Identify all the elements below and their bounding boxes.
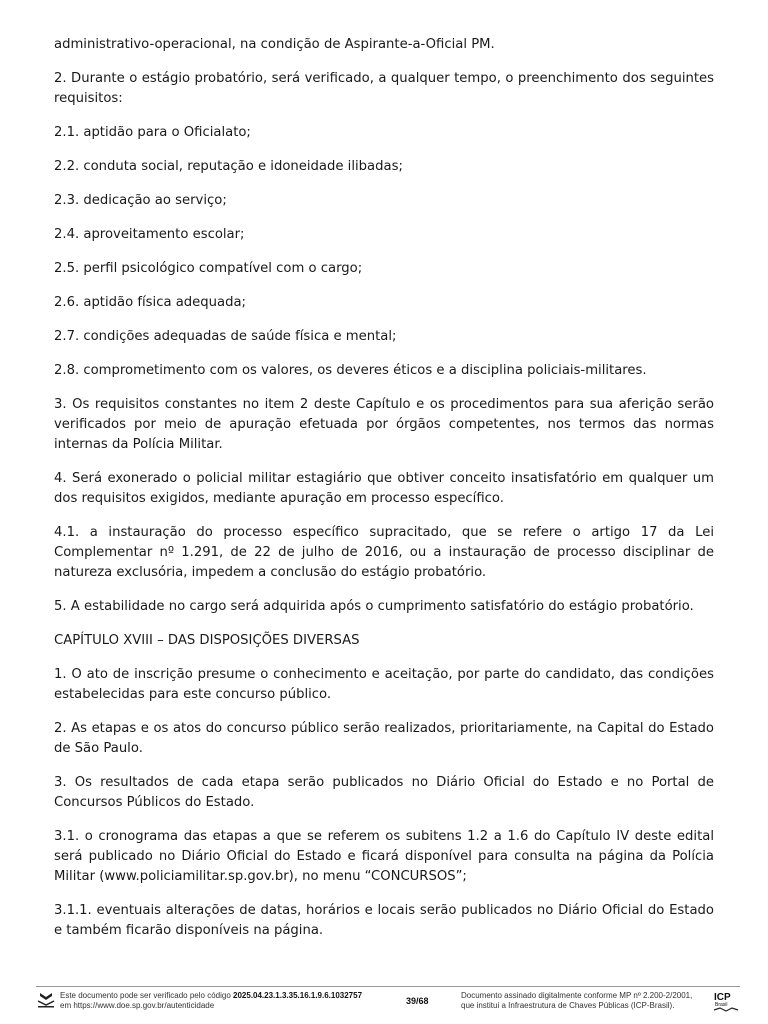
page-number: 39/68 <box>406 996 429 1006</box>
verify-url[interactable]: em https://www.doe.sp.gov.br/autenticidade <box>60 1001 215 1010</box>
paragraph: 2.2. conduta social, reputação e idoneidade ilibadas; <box>54 159 403 174</box>
paragraph: 3.1.1. eventuais alterações de datas, horários e locais serão publicados no Diário Oficial do Estado e também ficarão disponíveis na página. <box>54 903 714 938</box>
paragraph: 3. Os requisitos constantes no item 2 deste Capítulo e os procedimentos para sua aferição serão verificados por meio de apuração efetuada por órgãos competentes, nos termos das normas internas da Polícia Militar. <box>54 397 714 452</box>
paragraph: 3.1. o cronograma das etapas a que se referem os subitens 1.2 a 1.6 do Capítulo IV deste edital será publicado no Diário Oficial do Estado e ficará disponível para consulta na página da Polícia Militar (www.policiamilitar.sp.gov.br), no menu “CONCURSOS”; <box>54 829 714 884</box>
verify-code: 2025.04.23.1.3.35.16.1.9.6.1032757 <box>233 991 363 1000</box>
paragraph: 2.7. condições adequadas de saúde física e mental; <box>54 329 397 344</box>
icp-brasil-logo-icon <box>712 989 740 1015</box>
signed-line-1: Documento assinado digitalmente conforme MP nº 2.200-2/2001, <box>461 991 693 1000</box>
paragraph: 2.5. perfil psicológico compatível com o cargo; <box>54 261 363 276</box>
paragraph: 4.1. a instauração do processo específico supracitado, que se refere o artigo 17 da Lei Complementar nº 1.291, de 22 de julho de 2016, ou a instauração de processo disciplinar de natureza exclusória, impedem a conclusão do estágio probatório. <box>54 525 714 580</box>
paragraph: administrativo-operacional, na condição de Aspirante-a-Oficial PM. <box>54 37 495 52</box>
paragraph: 2.8. comprometimento com os valores, os deveres éticos e a disciplina policiais-militares. <box>54 363 647 378</box>
verification-note <box>60 991 400 1011</box>
paragraph: 4. Será exonerado o policial militar estagiário que obtiver conceito insatisfatório em qualquer um dos requisitos exigidos, mediante apuração em processo específico. <box>54 471 714 506</box>
paragraph: 1. O ato de inscrição presume o conhecimento e aceitação, por parte do candidato, das condições estabelecidas para este concurso público. <box>54 667 714 702</box>
imprensa-oficial-logo-icon <box>36 991 56 1009</box>
chapter-heading: CAPÍTULO XVIII – DAS DISPOSIÇÕES DIVERSAS <box>54 633 360 648</box>
paragraph: 2.6. aptidão física adequada; <box>54 295 246 310</box>
paragraph: 2.3. dedicação ao serviço; <box>54 193 227 208</box>
paragraph: 3. Os resultados de cada etapa serão publicados no Diário Oficial do Estado e no Portal de Concursos Públicos do Estado. <box>54 775 714 810</box>
paragraph: 2.1. aptidão para o Oficialato; <box>54 125 251 140</box>
signature-note <box>461 991 716 1011</box>
icp-logo-sub: Brasil <box>715 1002 728 1008</box>
paragraph: 2. As etapas e os atos do concurso público serão realizados, prioritariamente, na Capital do Estado de São Paulo. <box>54 721 714 756</box>
paragraph: 5. A estabilidade no cargo será adquirida após o cumprimento satisfatório do estágio probatório. <box>54 599 694 614</box>
page-footer <box>36 986 740 1017</box>
icp-logo-text: ICP <box>714 992 731 1003</box>
verify-prefix: Este documento pode ser verificado pelo código <box>60 991 231 1000</box>
document-body <box>54 35 714 955</box>
paragraph: 2. Durante o estágio probatório, será verificado, a qualquer tempo, o preenchimento dos seguintes requisitos: <box>54 71 714 106</box>
signed-line-2: que institui a Infraestrutura de Chaves Públicas (ICP-Brasil). <box>461 1001 675 1010</box>
paragraph: 2.4. aproveitamento escolar; <box>54 227 245 242</box>
